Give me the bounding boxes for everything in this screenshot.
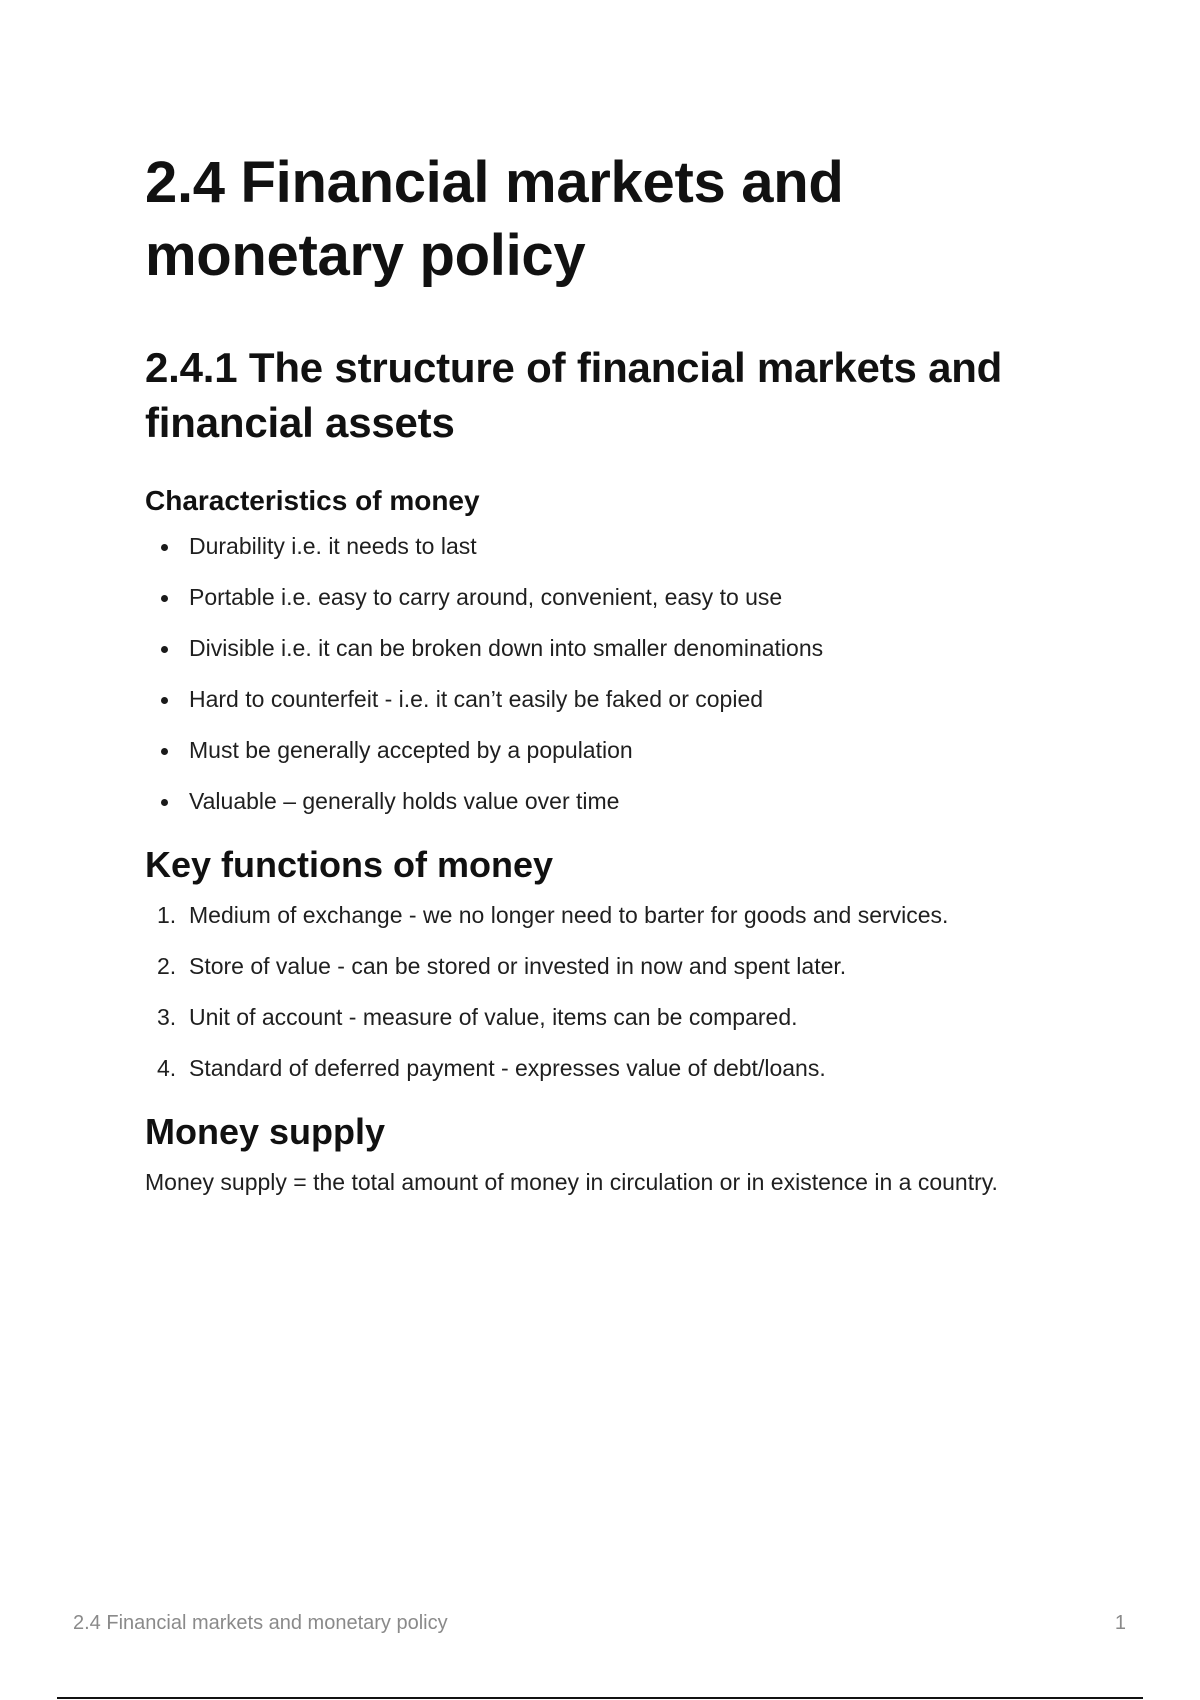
list-item [145,736,1075,764]
section-title: 2.4.1 The structure of financial markets and financial assets [145,344,1003,446]
bullet-icon [161,748,168,755]
bullet-icon [161,544,168,551]
money-supply-heading: Money supply [145,1111,386,1152]
list-item-text: Standard of deferred payment - expresses value of debt/loans. [189,1055,826,1081]
list-item-text: Store of value - can be stored or invested in now and spent later. [189,953,847,979]
list-item-text: Unit of account - measure of value, items can be compared. [189,1004,798,1030]
bullet-icon [161,799,168,806]
bullet-icon [161,646,168,653]
bullet-icon [161,595,168,602]
list-item [145,532,1075,560]
page-number: 1 [1114,1612,1126,1634]
list-item-number: 3. [157,1004,177,1030]
footer-title: 2.4 Financial markets and monetary policy [73,1612,448,1634]
characteristics-list [145,532,1075,815]
bullet-icon [161,697,168,704]
list-item-text: Medium of exchange - we no longer need to barter for goods and services. [189,902,949,928]
list-item-number: 1. [157,902,177,928]
money-supply-definition: Money supply = the total amount of money in circulation or in existence in a country. [145,1169,998,1195]
list-item-text: Durability i.e. it needs to last [189,533,477,559]
characteristics-heading: Characteristics of money [145,485,480,516]
page-title: 2.4 Financial markets and monetary policy [145,150,844,288]
functions-list [145,901,1075,1082]
list-item-text: Valuable – generally holds value over time [189,788,620,814]
list-item-text: Portable i.e. easy to carry around, convenient, easy to use [189,584,783,610]
footer-divider [57,1697,1143,1699]
functions-heading: Key functions of money [145,844,554,885]
list-item [145,787,1075,815]
list-item [145,901,1075,929]
page-content [145,146,1075,1196]
list-item-text: Hard to counterfeit - i.e. it can’t easily be faked or copied [189,686,764,712]
list-item [145,1054,1075,1082]
list-item [145,685,1075,713]
list-item [145,1003,1075,1031]
list-item [145,952,1075,980]
list-item-text: Must be generally accepted by a population [189,737,633,763]
list-item-number: 4. [157,1055,177,1081]
list-item-text: Divisible i.e. it can be broken down into smaller denominations [189,635,824,661]
list-item-number: 2. [157,953,177,979]
list-item [145,583,1075,611]
list-item [145,634,1075,662]
